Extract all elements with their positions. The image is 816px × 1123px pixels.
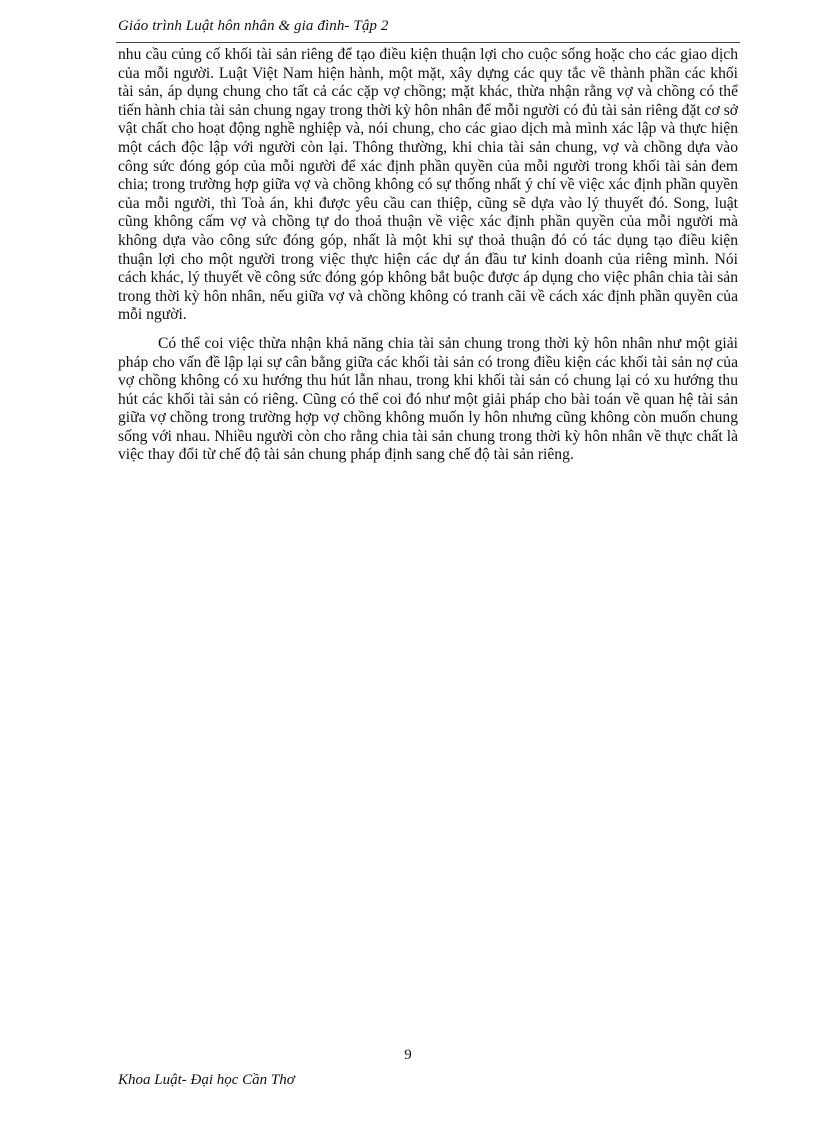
body-text: [118, 46, 738, 475]
running-header: Giáo trình Luật hôn nhân & gia đình- Tập 2: [118, 18, 389, 34]
paragraph-continuation: nhu cầu củng cố khối tài sản riêng để tạo điều kiện thuận lợi cho cuộc sống hoặc cho các giao dịch của mỗi người. Luật Việt Nam hiện hành, một mặt, xây dựng các quy tắc về thành phần các khối tài sản, áp dụng chung cho tất cả các cặp vợ chồng; mặt khác, thừa nhận rằng vợ và chồng có thể tiến hành chia tài sản chung ngay trong thời kỳ hôn nhân để mỗi người có đủ tài sản riêng đặt cơ sở vật chất cho hoạt động nghề nghiệp và, nói chung, cho các giao dịch mà mình xác lập và thực hiện một cách độc lập với người còn lại. Thông thường, khi chia tài sản chung, vợ và chồng dựa vào công sức đóng góp của mỗi người để xác định phần quyền của mỗi người trong khối tài sản đem chia; trong trường hợp giữa vợ và chồng không có sự thống nhất ý chí về việc xác định phần quyền của mỗi người, thì Toà án, khi được yêu cầu can thiệp, cũng sẽ dựa vào lý thuyết đó. Song, luật cũng không cấm vợ và chồng tự do thoả thuận về việc xác định phần quyền của mỗi người mà không dựa vào công sức đóng góp, nhất là một khi sự thoả thuận đó có tác dụng tạo điều kiện thuận lợi cho một người trong việc thực hiện các dự án đầu tư kinh doanh của riêng mình. Nói cách khác, lý thuyết về công sức đóng góp không bắt buộc được áp dụng cho việc phân chia tài sản trong thời kỳ hôn nhân, nếu giữa vợ và chồng không có tranh cãi về cách xác định phần quyền của mỗi người.: [118, 46, 739, 324]
header-divider: [116, 42, 740, 43]
running-footer: Khoa Luật- Đại học Cần Thơ: [118, 1072, 295, 1088]
page-number: 9: [404, 1047, 412, 1063]
paragraph: Có thể coi việc thừa nhận khả năng chia tài sản chung trong thời kỳ hôn nhân như một giải pháp cho vấn đề lập lại sự cân bằng giữa các khối tài sản có trong điều kiện các khối tài sản nợ của vợ chồng không có xu hướng thu hút lẫn nhau, trong khi khối tài sản có chung lại có xu hướng thu hút các khối tài sản có riêng. Cũng có thể coi đó như một giải pháp cho bài toán về quan hệ tài sản giữa vợ chồng trong trường hợp vợ chồng không muốn ly hôn nhưng cũng không còn muốn chung sống với nhau. Nhiều người còn cho rằng chia tài sản chung trong thời kỳ hôn nhân về thực chất là việc thay đổi từ chế độ tài sản chung pháp định sang chế độ tài sản riêng.: [118, 334, 738, 464]
